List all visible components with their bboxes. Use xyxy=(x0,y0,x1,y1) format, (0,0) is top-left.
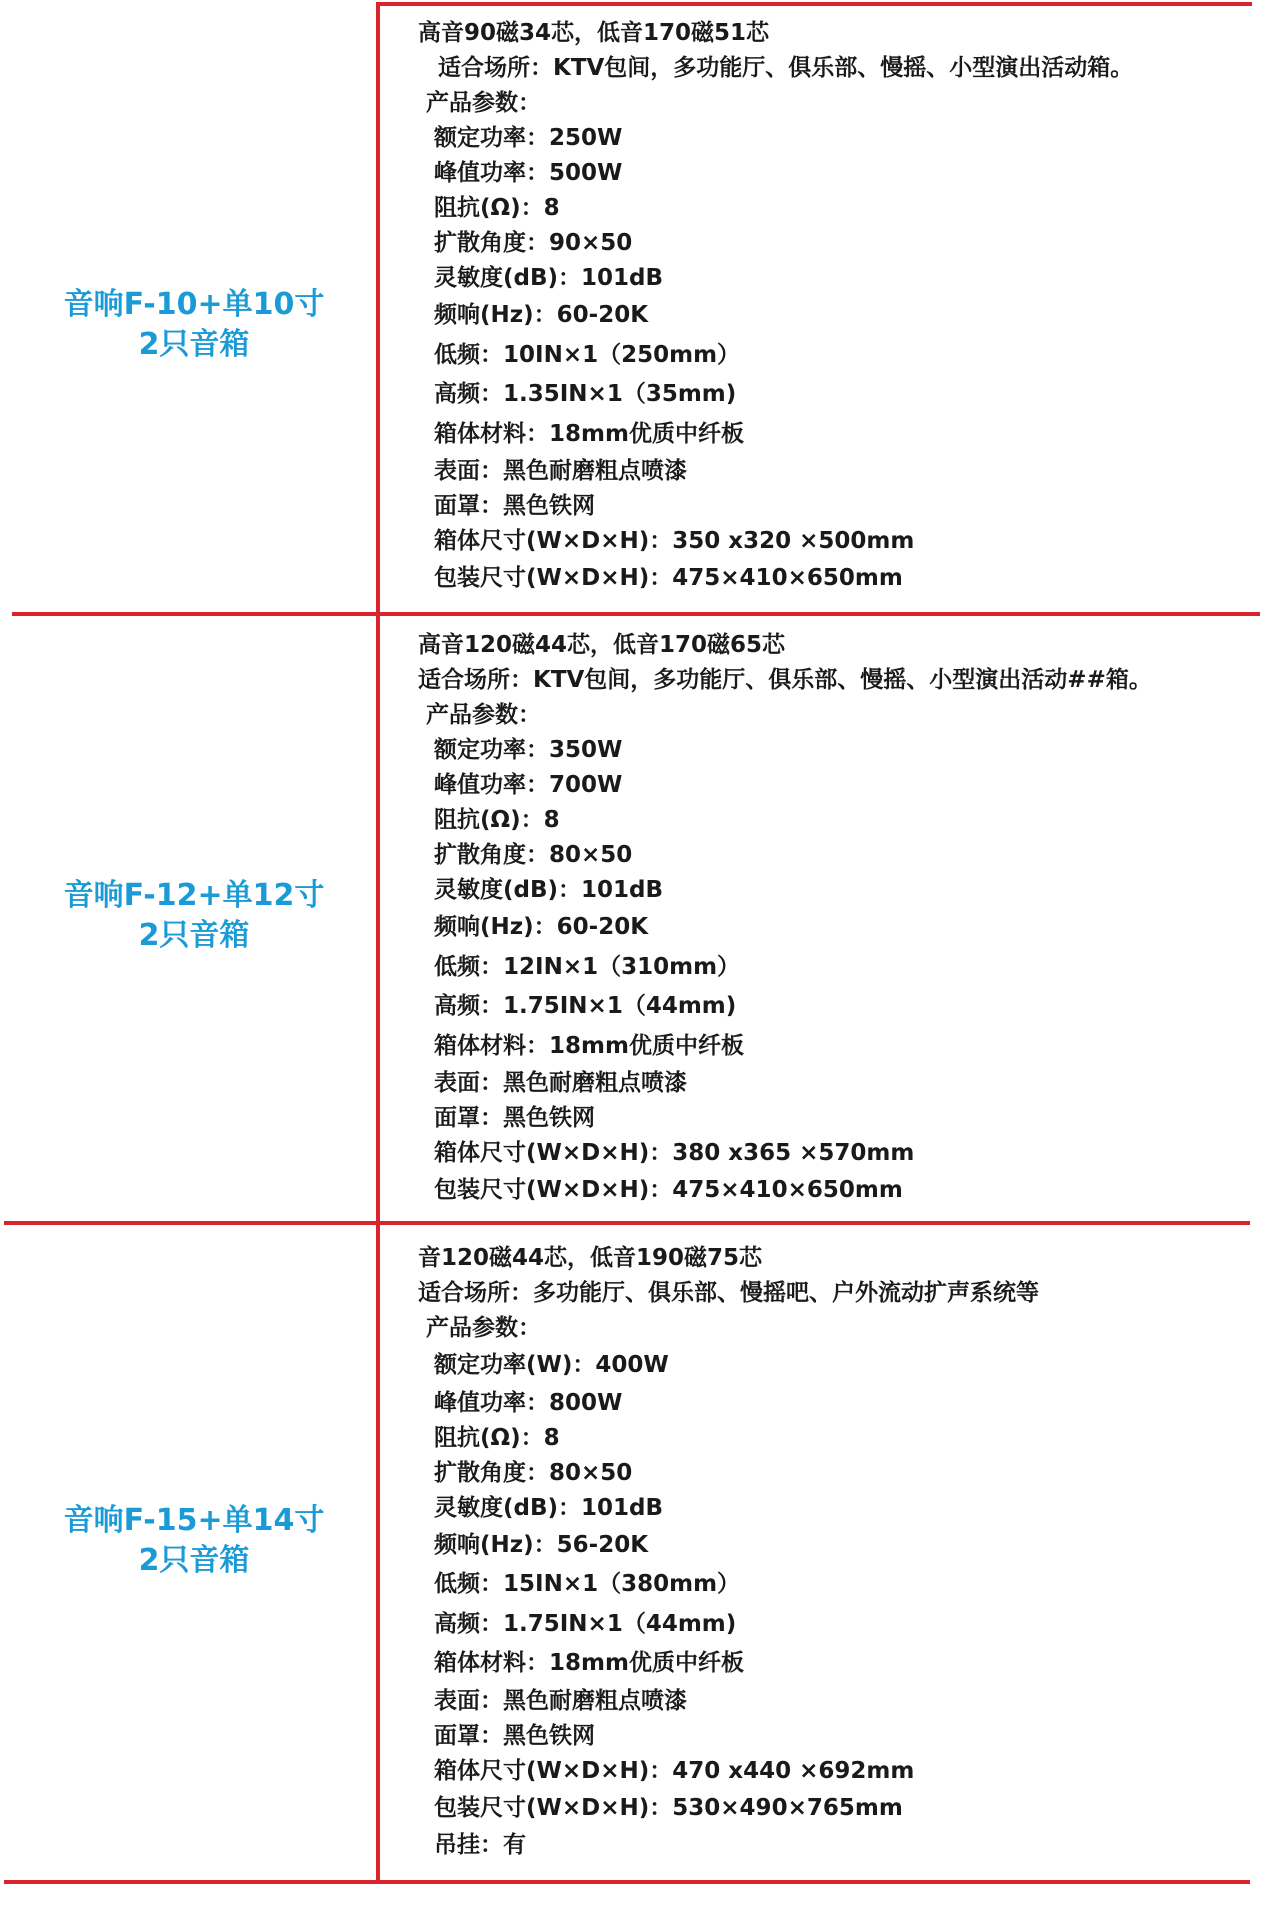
spec-line: 产品参数： xyxy=(426,702,541,728)
spec-line: 阻抗(Ω)：8 xyxy=(434,195,560,221)
model-subtitle: 2只音箱 xyxy=(138,918,250,953)
bottom-rule xyxy=(4,1880,1250,1884)
model-name xyxy=(12,1501,376,1581)
spec-line: 扩散角度：80×50 xyxy=(434,842,633,868)
spec-line: 表面：黑色耐磨粗点喷漆 xyxy=(434,1687,687,1714)
spec-line: 产品参数： xyxy=(426,90,541,116)
spec-line: 频响(Hz)：56-20K xyxy=(434,1531,649,1558)
model-title: 音响F-12+单12寸 xyxy=(63,878,325,913)
column-divider xyxy=(376,6,380,1882)
model-title: 音响F-10+单10寸 xyxy=(63,287,325,322)
spec-list xyxy=(418,16,1278,599)
spec-line: 箱体尺寸(W×D×H)：380 x365 ×570mm xyxy=(434,1140,915,1166)
model-subtitle: 2只音箱 xyxy=(138,327,250,362)
top-rule xyxy=(376,2,1252,6)
spec-line: 产品参数： xyxy=(426,1315,541,1341)
spec-line: 面罩：黑色铁网 xyxy=(434,1105,595,1131)
spec-line: 高音90磁34芯，低音170磁51芯 xyxy=(418,20,770,46)
spec-line: 箱体尺寸(W×D×H)：350 x320 ×500mm xyxy=(434,528,915,554)
model-name xyxy=(12,876,376,956)
spec-line: 高频：1.75IN×1（44mm) xyxy=(434,993,737,1019)
spec-line: 阻抗(Ω)：8 xyxy=(434,807,560,833)
spec-line: 包装尺寸(W×D×H)：475×410×650mm xyxy=(434,1177,903,1203)
spec-line: 峰值功率：800W xyxy=(434,1389,623,1416)
spec-line: 峰值功率：700W xyxy=(434,772,623,798)
spec-line: 高音120磁44芯，低音170磁65芯 xyxy=(418,632,786,658)
spec-line: 箱体尺寸(W×D×H)：470 x440 ×692mm xyxy=(434,1757,915,1784)
spec-line: 音120磁44芯，低音190磁75芯 xyxy=(418,1245,763,1271)
spec-line: 高频：1.35IN×1（35mm) xyxy=(434,381,737,407)
spec-list xyxy=(418,628,1278,1211)
spec-line: 箱体材料：18mm优质中纤板 xyxy=(434,1650,744,1676)
spec-line: 吊挂：有 xyxy=(434,1832,526,1858)
spec-line: 灵敏度(dB)：101dB xyxy=(434,265,664,291)
spec-line: 灵敏度(dB)：101dB xyxy=(434,877,664,903)
spec-line: 包装尺寸(W×D×H)：530×490×765mm xyxy=(434,1794,903,1821)
spec-list xyxy=(418,1241,1278,1863)
spec-line: 面罩：黑色铁网 xyxy=(434,1722,595,1749)
spec-line: 低频：10IN×1（250mm） xyxy=(434,341,741,368)
spec-line: 表面：黑色耐磨粗点喷漆 xyxy=(434,458,687,484)
spec-line: 包装尺寸(W×D×H)：475×410×650mm xyxy=(434,565,903,591)
spec-line: 频响(Hz)：60-20K xyxy=(434,302,649,328)
spec-line: 灵敏度(dB)：101dB xyxy=(434,1494,664,1521)
model-subtitle: 2只音箱 xyxy=(138,1543,250,1578)
spec-line: 面罩：黑色铁网 xyxy=(434,493,595,519)
spec-line: 扩散角度：80×50 xyxy=(434,1459,633,1486)
spec-line: 低频：12IN×1（310mm） xyxy=(434,953,741,980)
spec-line: 频响(Hz)：60-20K xyxy=(434,914,649,940)
spec-line: 额定功率：250W xyxy=(434,125,623,151)
spec-line: 扩散角度：90×50 xyxy=(434,230,633,256)
spec-line: 箱体材料：18mm优质中纤板 xyxy=(434,1032,744,1059)
spec-line: 低频：15IN×1（380mm） xyxy=(434,1571,741,1597)
spec-line: 峰值功率：500W xyxy=(434,160,623,186)
model-name xyxy=(12,285,376,365)
spec-line: 额定功率(W)：400W xyxy=(434,1352,669,1378)
spec-line: 箱体材料：18mm优质中纤板 xyxy=(434,420,744,447)
spec-line: 额定功率：350W xyxy=(434,737,623,763)
spec-line: 适合场所：多功能厅、俱乐部、慢摇吧、户外流动扩声系统等 xyxy=(418,1280,1039,1306)
spec-line: 适合场所：KTV包间，多功能厅、俱乐部、慢摇、小型演出活动##箱。 xyxy=(418,667,1152,693)
spec-line: 高频：1.75IN×1（44mm) xyxy=(434,1610,737,1637)
row-divider-2 xyxy=(4,1221,1250,1225)
model-title: 音响F-15+单14寸 xyxy=(63,1503,325,1538)
spec-line: 表面：黑色耐磨粗点喷漆 xyxy=(434,1070,687,1096)
spec-line: 阻抗(Ω)：8 xyxy=(434,1424,560,1451)
row-divider-1 xyxy=(12,612,1260,616)
spec-line: 适合场所：KTV包间，多功能厅、俱乐部、慢摇、小型演出活动箱。 xyxy=(438,55,1134,81)
